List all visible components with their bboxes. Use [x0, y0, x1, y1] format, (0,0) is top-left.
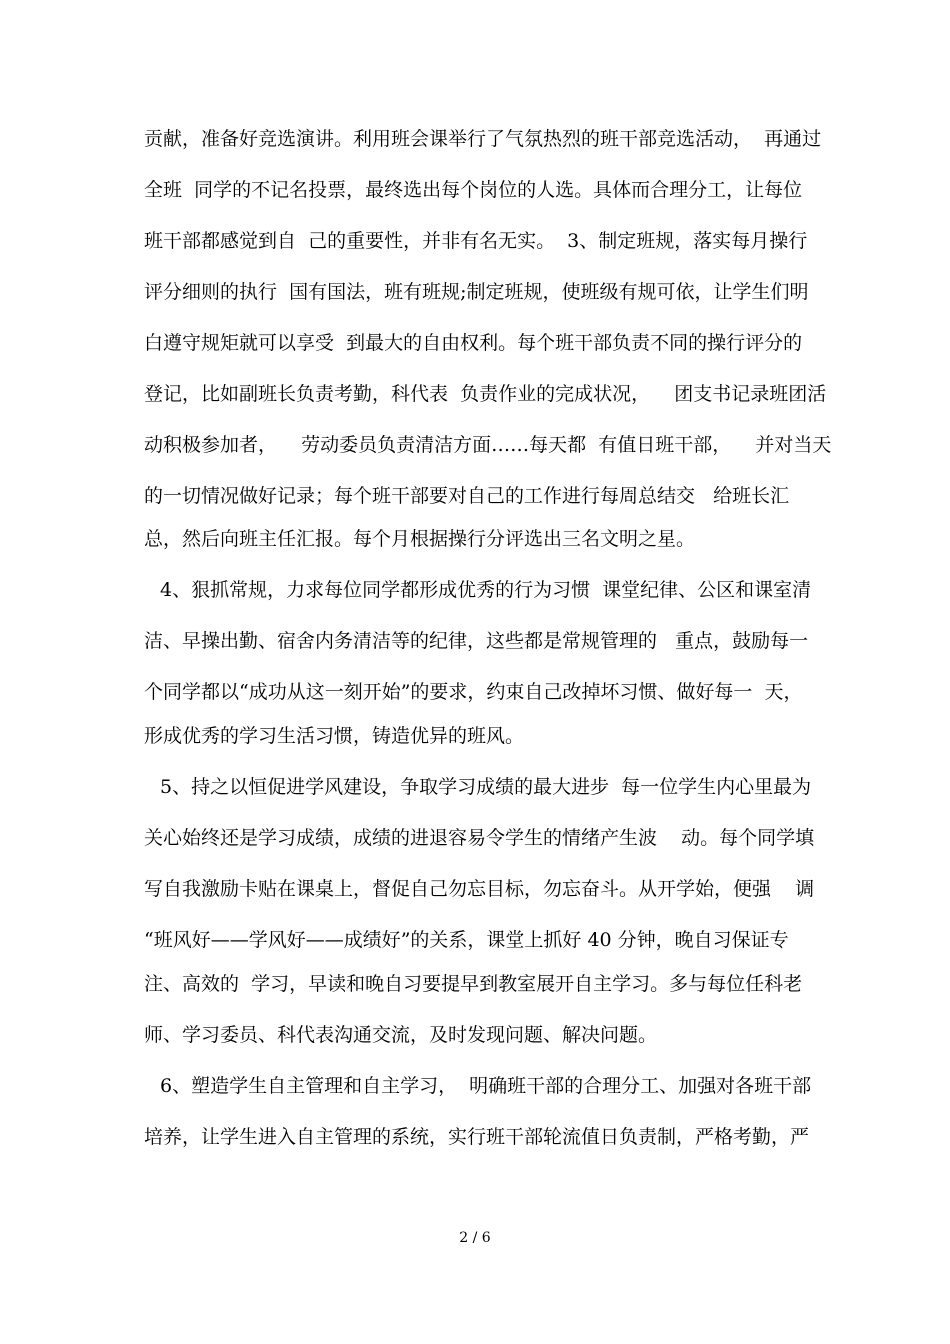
- text-line: 写自我激励卡贴在课桌上，督促自己勿忘目标，勿忘奋斗。从开学始，便强 调: [144, 878, 815, 900]
- text-line: 培养，让学生进入自主管理的系统，实行班干部轮流值日负责制，严格考勤，严: [144, 1126, 810, 1148]
- text-line: 师、学习委员、科代表沟通交流，及时发现问题、解决问题。: [144, 1024, 658, 1046]
- text-line: 洁、早操出勤、宿舍内务清洁等的纪律，这些都是常规管理的 重点，鼓励每一: [144, 630, 809, 652]
- text-line: 总，然后向班主任汇报。每个月根据操行分评选出三名文明之星。: [144, 528, 696, 550]
- text-line: 注、高效的 学习，早读和晚自习要提早到教室展开自主学习。多与每位任科老: [144, 973, 803, 995]
- text-line: 登记，比如副班长负责考勤，科代表 负责作业的完成状况， 团支书记录班团活: [144, 383, 827, 405]
- text-line: “班风好——学风好——成绩好”的关系，课堂上抓好 40 分钟，晚自习保证专: [144, 929, 789, 951]
- page-number: 2 / 6: [459, 1230, 491, 1246]
- text-line: 评分细则的执行 国有国法，班有班规;制定班规，使班级有规可依，让学生们明: [144, 281, 809, 303]
- paragraph-5-start: 5、持之以恒促进学风建设，争取学习成绩的最大进步 每一位学生内心里最为: [160, 776, 812, 798]
- text-line: 的一切情况做好记录；每个班干部要对自己的工作进行每周总结交 给班长汇: [144, 485, 790, 507]
- text-line: 个同学都以“成功从这一刻开始”的要求，约束自己改掉坏习惯、做好每一 天，: [144, 681, 803, 703]
- text-line: 形成优秀的学习生活习惯，铸造优异的班风。: [144, 725, 525, 747]
- text-line: 贡献，准备好竞选演讲。利用班会课举行了气氛热烈的班干部竞选活动， 再通过: [144, 128, 822, 150]
- text-line: 白遵守规矩就可以享受 到最大的自由权利。每个班干部负责不同的操行评分的: [144, 332, 803, 354]
- text-line: 班干部都感觉到自 己的重要性，并非有名无实。 3、制定班规，落实每月操行: [144, 230, 808, 252]
- text-line: 全班 同学的不记名投票，最终选出每个岗位的人选。具体而合理分工，让每位: [144, 179, 803, 201]
- paragraph-6-start: 6、塑造学生自主管理和自主学习， 明确班干部的合理分工、加强对各班干部: [160, 1075, 812, 1097]
- text-line: 动积极参加者， 劳动委员负责清洁方面……每天都 有值日班干部， 并对当天: [144, 434, 832, 456]
- text-line: 关心始终还是学习成绩，成绩的进退容易令学生的情绪产生波 动。每个同学填: [144, 827, 815, 849]
- paragraph-4-start: 4、狠抓常规，力求每位同学都形成优秀的行为习惯 课堂纪律、公区和课室清: [160, 579, 812, 601]
